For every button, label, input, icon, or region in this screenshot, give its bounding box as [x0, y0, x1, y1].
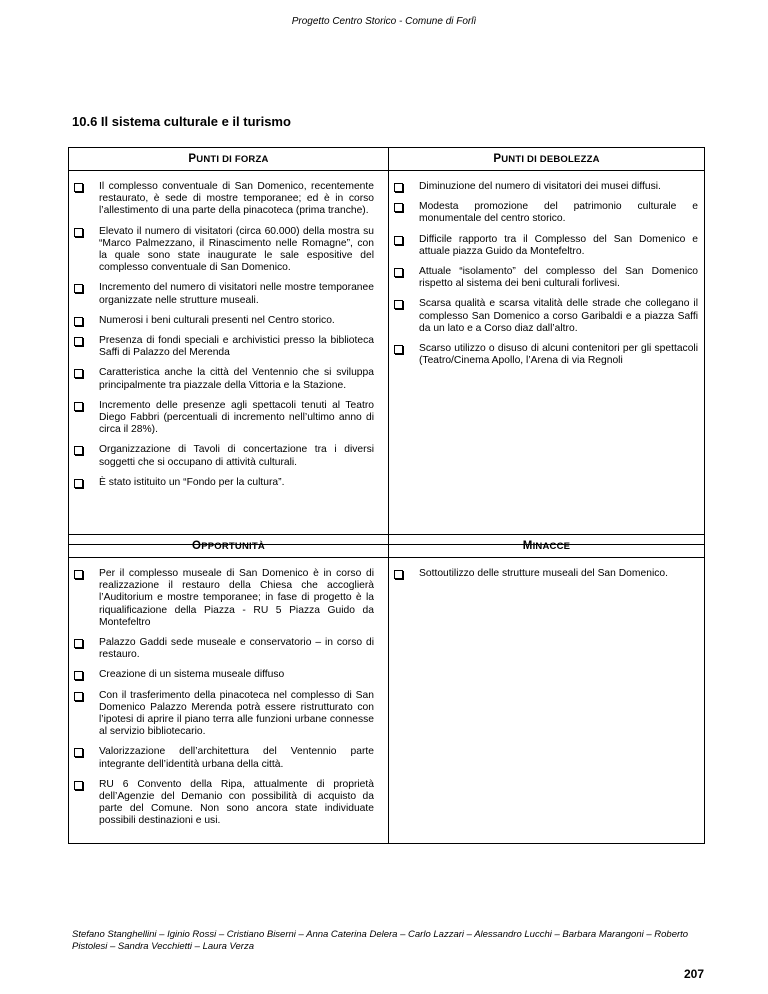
checkbox-bullet-icon	[74, 570, 83, 579]
list-item	[69, 690, 382, 739]
checkbox-bullet-icon	[74, 781, 83, 790]
checkbox-bullet-icon	[74, 183, 83, 192]
checkbox-bullet-icon	[74, 317, 83, 326]
list-item-text: Numerosi i beni culturali presenti nel Centro storico.	[99, 314, 335, 326]
checkbox-bullet-icon	[74, 369, 83, 378]
checkbox-bullet-icon	[394, 300, 403, 309]
strengths-header: PUNTI DI FORZA	[69, 148, 389, 171]
checkbox-bullet-icon	[394, 203, 403, 212]
list-item-text: Il complesso conventuale di San Domenico, recentemente restaurato, è sede di mostre temporanee; ed è in corso l’allestimento di una parte della pinacoteca (prima tranche).	[99, 181, 374, 217]
checkbox-bullet-icon	[394, 570, 403, 579]
list-item-text: Scarsa qualità e scarsa vitalità delle strade che collegano il complesso San Domenico a corso Garibaldi e a piazza Saffi da un lato e a Corso diaz dall’altro.	[419, 298, 698, 334]
list-item-text: Incremento delle presenze agli spettacoli tenuti al Teatro Diego Fabbri (percentuali di incremento nell’ultimo anno di circa il 28%).	[99, 399, 374, 436]
list-item	[69, 444, 382, 468]
checkbox-bullet-icon	[74, 284, 83, 293]
list-item-text: Palazzo Gaddi sede museale e conservatorio – in corso di restauro.	[99, 637, 374, 661]
strengths-list	[69, 171, 388, 503]
list-item	[69, 335, 382, 359]
list-item	[69, 400, 382, 437]
list-item-text: Caratteristica anche la città del Ventennio che si sviluppa principalmente tra piazzale della Vittoria e la Stazione.	[99, 367, 374, 391]
checkbox-bullet-icon	[74, 639, 83, 648]
checkbox-bullet-icon	[394, 183, 403, 192]
list-item-text: Valorizzazione dell’architettura del Ventennio parte integrante dell’identità urbana della città.	[99, 746, 374, 770]
list-item	[69, 746, 382, 770]
section-title: 10.6 Il sistema culturale e il turismo	[72, 114, 291, 129]
list-item	[69, 315, 382, 327]
list-item-text: RU 6 Convento della Ripa, attualmente di proprietà dell’Agenzie del Demanio con possibilità di acquisto da parte del Comune. Non sono ancora state individuate possibili destinazioni e usi.	[99, 778, 374, 827]
list-item-text: Elevato il numero di visitatori (circa 60.000) della mostra su “Marco Palmezzano, il Rinascimento nelle Romagne”, con la quale sono state inaugurate le sale espositive del complesso conventuale di San Domenico.	[99, 225, 374, 274]
list-item	[389, 234, 698, 258]
checkbox-bullet-icon	[74, 337, 83, 346]
list-item-text: Diminuzione del numero di visitatori dei musei diffusi.	[419, 181, 661, 192]
strengths-weaknesses-table	[68, 147, 705, 545]
weaknesses-list	[389, 171, 704, 381]
list-item	[69, 181, 382, 218]
list-item	[389, 568, 698, 580]
list-item	[389, 181, 698, 193]
checkbox-bullet-icon	[394, 236, 403, 245]
opportunities-threats-table	[68, 534, 705, 844]
list-item-text: Con il trasferimento della pinacoteca nel complesso di San Domenico Palazzo Merenda potrà essere ristrutturato con l’ipotesi di aprire il piano terra alle funzioni urbane connesse al servizio bibliotecario.	[99, 689, 374, 738]
list-item	[69, 669, 382, 681]
list-item	[69, 477, 382, 489]
list-item-text: Sottoutilizzo delle strutture museali del San Domenico.	[419, 568, 668, 579]
list-item-text: Attuale “isolamento” del complesso del San Domenico rispetto al sistema dei beni culturali forlivesi.	[419, 266, 698, 290]
list-item	[389, 201, 698, 225]
list-item	[389, 343, 698, 367]
threats-header: MINACCE	[389, 535, 705, 558]
list-item	[69, 779, 382, 828]
checkbox-bullet-icon	[74, 692, 83, 701]
list-item-text: Difficile rapporto tra il Complesso del San Domenico e attuale piazza Guido da Montefeltro.	[419, 233, 698, 257]
list-item-text: Presenza di fondi speciali e archivistici presso la biblioteca Saffi di Palazzo del Merenda	[99, 335, 374, 359]
list-item-text: Modesta promozione del patrimonio culturale e monumentale del centro storico.	[419, 201, 698, 225]
threats-list	[389, 558, 704, 594]
opportunities-header: OPPORTUNITÀ	[69, 535, 389, 558]
list-item-text: Scarso utilizzo o disuso di alcuni contenitori per gli spettacoli (Teatro/Cinema Apollo, l’Arena di via Regnoli	[419, 343, 698, 367]
checkbox-bullet-icon	[74, 748, 83, 757]
page-number: 207	[684, 967, 705, 981]
checkbox-bullet-icon	[394, 268, 403, 277]
checkbox-bullet-icon	[74, 671, 83, 680]
list-item-text: Creazione di un sistema museale diffuso	[99, 669, 285, 681]
checkbox-bullet-icon	[74, 446, 83, 455]
weaknesses-header: PUNTI DI DEBOLEZZA	[389, 148, 705, 171]
list-item	[69, 226, 382, 275]
list-item	[69, 568, 382, 629]
list-item-text: Per il complesso museale di San Domenico è in corso di realizzazione il restauro della Chiesa che accoglierà l’Auditorium e mostre temporanee; in fase di progetto è la riqualificazione della Piazza - RU 5 Piazza Guido da Montefeltro	[99, 568, 374, 628]
list-item-text: È stato istituito un “Fondo per la cultura”.	[99, 476, 285, 488]
checkbox-bullet-icon	[74, 228, 83, 237]
list-item	[69, 637, 382, 661]
checkbox-bullet-icon	[74, 479, 83, 488]
list-item-text: Incremento del numero di visitatori nelle mostre temporanee organizzate nelle strutture museali.	[99, 282, 374, 306]
checkbox-bullet-icon	[74, 402, 83, 411]
checkbox-bullet-icon	[394, 345, 403, 354]
opportunities-list	[69, 558, 388, 842]
list-item	[389, 266, 698, 290]
list-item-text: Organizzazione di Tavoli di concertazione tra i diversi soggetti che si occupano di attività culturali.	[99, 444, 374, 468]
list-item	[389, 298, 698, 335]
authors-footer: Stefano Stanghellini – Iginio Rossi – Cristiano Biserni – Anna Caterina Delera – Carlo Lazzari – Alessandro Lucchi – Barbara Marangoni – Roberto Pistolesi – Sandra Vecchietti – Laura Verza	[72, 929, 689, 952]
page-header: Progetto Centro Storico - Comune di Forlì	[291, 16, 477, 27]
list-item	[69, 282, 382, 306]
list-item	[69, 367, 382, 391]
